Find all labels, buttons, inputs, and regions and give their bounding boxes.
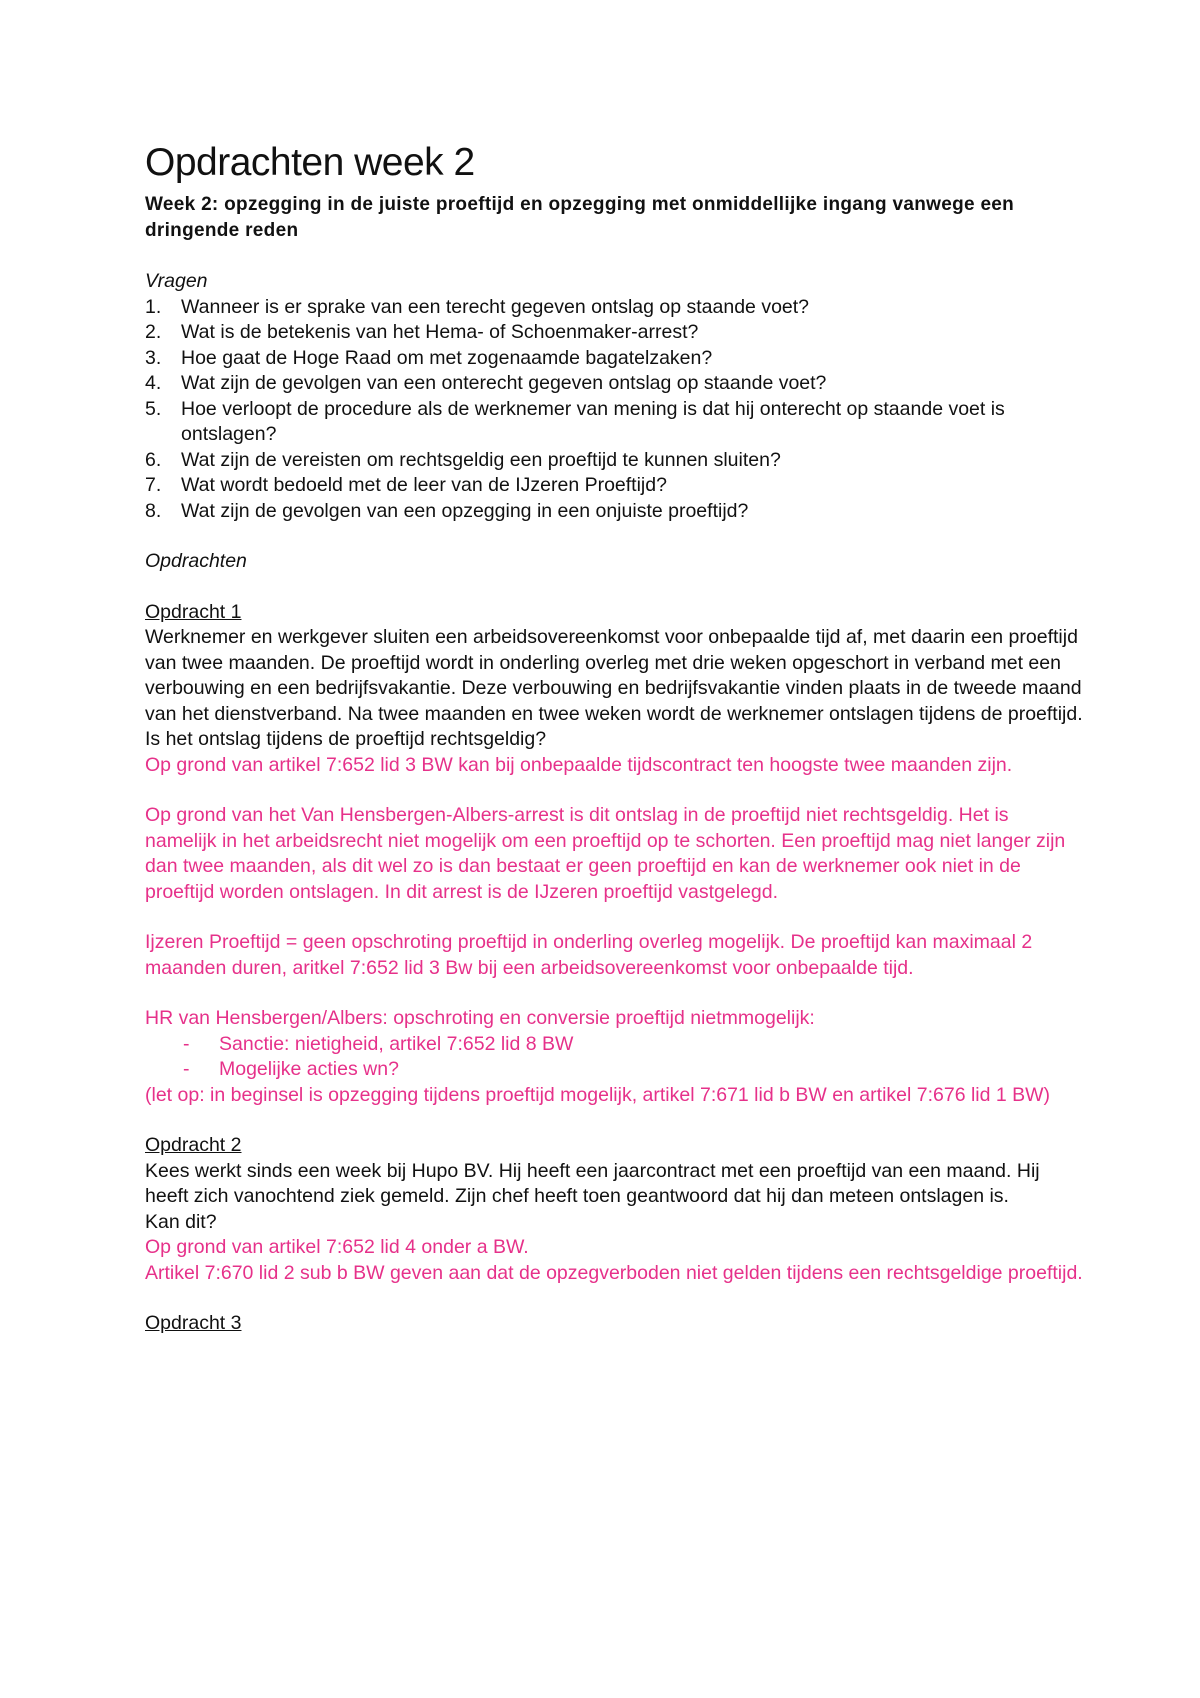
page-title: Opdrachten week 2 [145, 141, 475, 184]
bullet-text: Sanctie: nietigheid, artikel 7:652 lid 8 BW [219, 1032, 574, 1055]
spacer [145, 981, 1085, 1006]
list-text: Hoe verloopt de procedure als de werknemer van mening is dat hij onterecht op staande voet is ontslagen? [181, 397, 1005, 445]
list-item [145, 499, 1085, 525]
list-item [145, 1057, 1085, 1083]
spacer [145, 1286, 1085, 1311]
list-item [145, 346, 1085, 372]
list-number: 3. [145, 346, 162, 369]
list-item [145, 1032, 1085, 1058]
list-item [145, 320, 1085, 346]
list-item [145, 295, 1085, 321]
opdracht1-answer-5: (let op: in beginsel is opzegging tijdens proeftijd mogelijk, artikel 7:671 lid b BW en artikel 7:676 lid 1 BW) [145, 1083, 1051, 1106]
list-text: Wanneer is er sprake van een terecht gegeven ontslag op staande voet? [181, 295, 810, 318]
list-text: Wat wordt bedoeld met de leer van de IJzeren Proeftijd? [181, 474, 667, 496]
list-number: 1. [145, 295, 162, 318]
spacer [145, 575, 1085, 600]
opdracht2-heading: Opdracht 2 [145, 1134, 242, 1156]
opdracht1-bullets [145, 1032, 1085, 1083]
opdrachten-heading: Opdrachten [145, 550, 247, 572]
list-item [145, 473, 1085, 499]
page-subtitle: Week 2: opzegging in de juiste proeftijd en opzegging met onmiddellijke ingang vanwege een dringende reden [145, 194, 1015, 241]
list-item [145, 397, 1085, 448]
list-number: 6. [145, 448, 162, 471]
opdracht2-question: Kan dit? [145, 1210, 217, 1233]
list-text: Wat is de betekenis van het Hema- of Schoenmaker-arrest? [181, 321, 699, 343]
opdracht1-answer-4: HR van Hensbergen/Albers: opschroting en conversie proeftijd nietmmogelijk: [145, 1007, 815, 1029]
spacer [145, 244, 1085, 269]
spacer [145, 778, 1085, 803]
vragen-list [145, 295, 1085, 525]
spacer [145, 905, 1085, 930]
spacer [145, 524, 1085, 549]
list-text: Hoe gaat de Hoge Raad om met zogenaamde bagatelzaken? [181, 346, 713, 369]
bullet-marker: - [183, 1032, 190, 1055]
list-text: Wat zijn de gevolgen van een opzegging in een onjuiste proeftijd? [181, 499, 749, 522]
opdracht1-answer-1: Op grond van artikel 7:652 lid 3 BW kan bij onbepaalde tijdscontract ten hoogste twee maanden zijn. [145, 753, 1013, 776]
list-text: Wat zijn de gevolgen van een onterecht gegeven ontslag op staande voet? [181, 372, 827, 394]
list-number: 4. [145, 372, 162, 394]
list-number: 8. [145, 499, 162, 522]
vragen-heading: Vragen [145, 270, 208, 292]
opdracht2-answer-1: Op grond van artikel 7:652 lid 4 onder a BW. [145, 1236, 529, 1258]
bullet-marker: - [183, 1058, 190, 1080]
opdracht1-body: Werknemer en werkgever sluiten een arbeidsovereenkomst voor onbepaalde tijd af, met daarin een proeftijd van twee maanden. De proeftijd wordt in onderling overleg met drie weken opgeschort in verband met een verbouwing en een bedrijfsvakantie. Deze verbouwing en bedrijfsvakantie vinden plaats in de tweede maand van het dienstverband. Na twee maanden en twee weken wordt de werknemer ontslagen tijdens de proeftijd. [145, 626, 1083, 725]
opdracht1-answer-3: Ijzeren Proeftijd = geen opschroting proeftijd in onderling overleg mogelijk. De proeftijd kan maximaal 2 maanden duren, aritkel 7:652 lid 3 Bw bij een arbeidsovereenkomst voor onbepaalde tijd. [145, 931, 1033, 979]
document-page [145, 140, 1085, 1337]
opdracht1-answer-2: Op grond van het Van Hensbergen-Albers-arrest is dit ontslag in de proeftijd niet rechtsgeldig. Het is namelijk in het arbeidsrecht niet mogelijk om een proeftijd op te schorten. Een proeftijd mag niet langer zijn dan twee maanden, als dit wel zo is dan bestaat er geen proeftijd en kan de werknemer ook niet in de proeftijd worden ontslagen. In dit arrest is de IJzeren proeftijd vastgelegd. [145, 804, 1066, 903]
opdracht3-heading: Opdracht 3 [145, 1312, 242, 1334]
opdracht1-question: Is het ontslag tijdens de proeftijd rechtsgeldig? [145, 728, 547, 750]
list-item [145, 371, 1085, 397]
list-number: 7. [145, 474, 162, 496]
opdracht2-body: Kees werkt sinds een week bij Hupo BV. Hij heeft een jaarcontract met een proeftijd van een maand. Hij heeft zich vanochtend ziek gemeld. Zijn chef heeft toen geantwoord dat hij dan meteen ontslagen is. [145, 1159, 1040, 1207]
opdracht2-answer-2: Artikel 7:670 lid 2 sub b BW geven aan dat de opzegverboden niet gelden tijdens een rechtsgeldige proeftijd. [145, 1261, 1083, 1284]
opdracht1-heading: Opdracht 1 [145, 600, 242, 623]
spacer [145, 1108, 1085, 1133]
list-text: Wat zijn de vereisten om rechtsgeldig een proeftijd te kunnen sluiten? [181, 448, 781, 471]
list-number: 2. [145, 321, 162, 343]
list-number: 5. [145, 397, 162, 420]
list-item [145, 448, 1085, 474]
bullet-text: Mogelijke acties wn? [219, 1058, 399, 1080]
